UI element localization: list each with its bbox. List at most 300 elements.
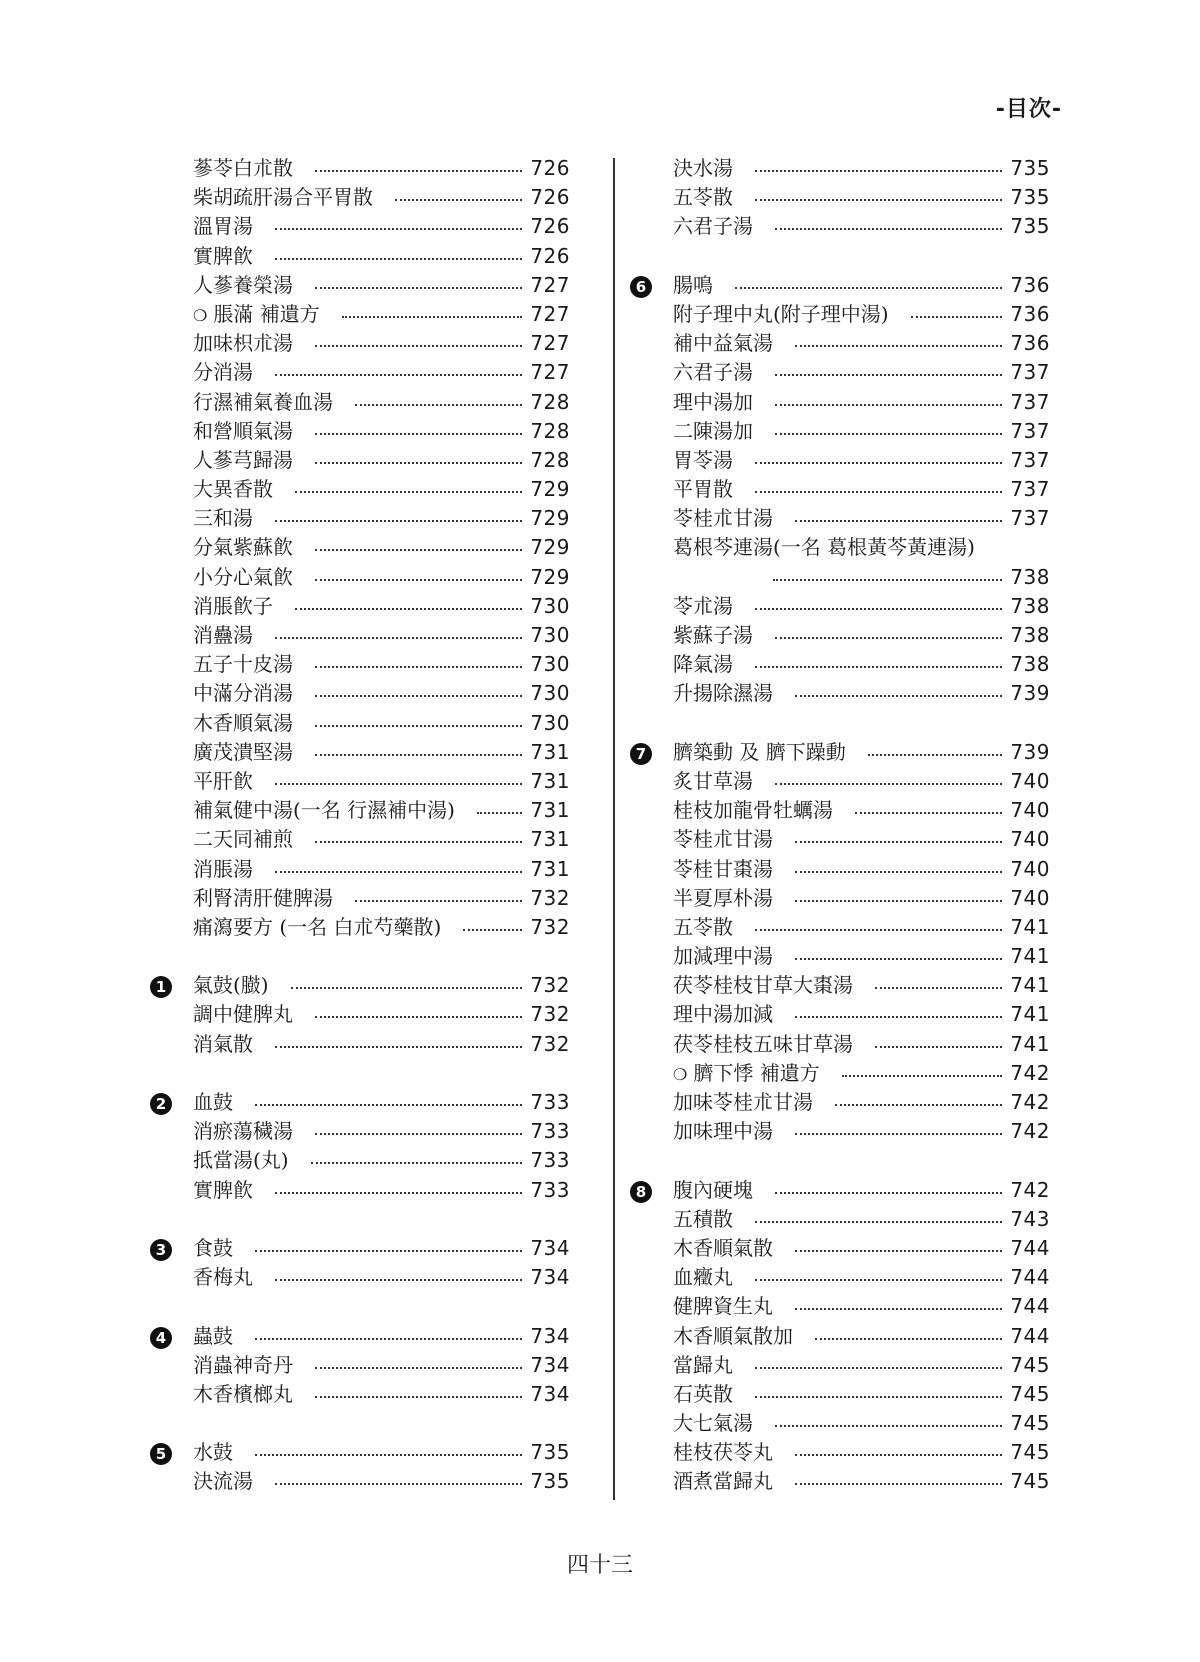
supplement-marker-icon: ❍: [193, 305, 208, 325]
toc-page-number: 730: [530, 681, 570, 706]
toc-entry: [150, 592, 570, 621]
toc-section-heading: [150, 1234, 570, 1263]
toc-entry-title: [193, 300, 320, 330]
toc-entry-text: 食鼓: [193, 1235, 233, 1260]
toc-entry-text: 腸鳴: [673, 272, 713, 297]
toc-entry-text: 蟲鼓: [193, 1323, 233, 1348]
toc-entry: [150, 563, 570, 592]
dot-leader: [315, 1016, 522, 1018]
dot-leader: [868, 754, 1002, 756]
toc-entry-text: 腹內硬塊: [673, 1177, 753, 1202]
toc-page-number: 729: [530, 535, 570, 560]
toc-page-number: 732: [530, 1031, 570, 1056]
section-number-badge: 7: [630, 743, 652, 765]
toc-entry-title: [193, 329, 293, 358]
toc-page-number: 742: [1010, 1119, 1050, 1144]
toc-entry-text: 六君子湯: [673, 214, 753, 239]
toc-page-number: 741: [1010, 1031, 1050, 1056]
toc-entry-title: [673, 417, 753, 446]
toc-entry-text: 血癥丸: [673, 1265, 733, 1290]
toc-page-number: 732: [530, 914, 570, 939]
toc-page-number: 731: [530, 768, 570, 793]
dot-leader: [795, 871, 1002, 873]
dot-leader: [773, 579, 1002, 581]
toc-page-number: 736: [1010, 301, 1050, 326]
toc-right-column: [630, 154, 1050, 1497]
dot-leader: [755, 491, 1002, 493]
dot-leader: [315, 170, 522, 172]
toc-entry-title: [673, 825, 773, 854]
toc-page-number: 741: [1010, 1002, 1050, 1027]
toc-entry: [630, 1380, 1050, 1409]
toc-entry-title: [673, 1263, 733, 1292]
toc-entry: [150, 1351, 570, 1380]
toc-entry-text: 五苓散: [673, 185, 733, 210]
toc-entry-title: [673, 1234, 773, 1263]
toc-page-number: 734: [530, 1381, 570, 1406]
dot-leader: [315, 1396, 522, 1398]
toc-entry-text: 決流湯: [193, 1469, 253, 1494]
dot-leader: [315, 345, 522, 347]
toc-entry: [630, 1234, 1050, 1263]
toc-entry: [150, 913, 570, 942]
toc-entry-title: [673, 1059, 820, 1089]
toc-entry-text: 葛根芩連湯(一名 葛根黃芩黃連湯): [673, 535, 975, 560]
toc-page-number: 737: [1010, 506, 1050, 531]
toc-page-number: 735: [1010, 156, 1050, 180]
toc-entry-text: 人蔘芎歸湯: [193, 447, 293, 472]
toc-entry-text: 柴胡疏肝湯合平胃散: [193, 185, 373, 210]
toc-entry: [150, 1030, 570, 1059]
toc-entry-text: 二天同補煎: [193, 827, 293, 852]
toc-entry-title: [673, 592, 733, 621]
toc-entry: [630, 767, 1050, 796]
dot-leader: [815, 1338, 1002, 1340]
toc-entry: [630, 1322, 1050, 1351]
toc-page-number: 731: [530, 856, 570, 881]
toc-entry-title: [193, 1146, 289, 1175]
dot-leader: [275, 258, 522, 260]
toc-entry-title: [673, 329, 773, 358]
toc-page-number: 734: [530, 1323, 570, 1348]
page-number: 四十三: [566, 1553, 633, 1578]
dot-leader: [795, 1454, 1002, 1456]
toc-page-number: 745: [1010, 1411, 1050, 1436]
section-number-badge: 2: [150, 1093, 172, 1115]
toc-entry: [630, 592, 1050, 621]
toc-entry: [630, 533, 1050, 562]
toc-entry: [150, 1146, 570, 1175]
toc-entry-title: [673, 271, 713, 300]
toc-page-number: 734: [530, 1265, 570, 1290]
toc-entry-text: 抵當湯(丸): [193, 1148, 289, 1173]
toc-entry-title: [193, 563, 293, 592]
toc-entry-title: [193, 679, 293, 708]
toc-entry-title: [193, 271, 293, 300]
toc-entry-title: [193, 212, 253, 241]
toc-entry-text: 酒煮當歸丸: [673, 1469, 773, 1494]
dot-leader: [755, 1221, 1002, 1223]
dot-leader: [291, 987, 522, 989]
toc-entry-text: 紫蘇子湯: [673, 623, 753, 647]
toc-entry-title: [193, 592, 273, 621]
toc-entry-text: 苓桂朮甘湯: [673, 506, 773, 531]
toc-entry-text: 大異香散: [193, 477, 273, 502]
dot-leader: [835, 1104, 1002, 1106]
dot-leader: [255, 1338, 522, 1340]
toc-entry-text: 附子理中丸(附子理中湯): [673, 301, 889, 326]
toc-entry: [630, 971, 1050, 1000]
toc-entry-text: 木香順氣湯: [193, 710, 293, 735]
dot-leader: [775, 637, 1002, 639]
toc-entry-text: 分氣紫蘇飮: [193, 535, 293, 560]
toc-page-number: 743: [1010, 1206, 1050, 1231]
toc-entry: [630, 183, 1050, 212]
dot-leader: [275, 637, 522, 639]
toc-entry-title: [673, 1176, 753, 1205]
toc-entry: [630, 884, 1050, 913]
toc-entry-text: 小分心氣飮: [193, 564, 293, 589]
toc-entry-text: 蔘苓白朮散: [193, 156, 293, 180]
toc-entry-title: [673, 1351, 733, 1380]
toc-page-number: 735: [1010, 214, 1050, 239]
toc-entry-title: [673, 1467, 773, 1496]
dot-leader: [311, 1162, 522, 1164]
toc-entry: [150, 825, 570, 854]
toc-entry: [630, 942, 1050, 971]
toc-entry: [150, 884, 570, 913]
toc-entry-text: 五子十皮湯: [193, 652, 293, 677]
toc-entry: [630, 855, 1050, 884]
dot-leader: [315, 725, 522, 727]
dot-leader: [315, 666, 522, 668]
toc-page-number: 726: [530, 214, 570, 239]
toc-entry-text: 桂枝茯苓丸: [673, 1440, 773, 1465]
toc-page-number: 740: [1010, 768, 1050, 793]
dot-leader: [315, 579, 522, 581]
toc-entry: [150, 1117, 570, 1146]
toc-page-number: 730: [530, 593, 570, 618]
toc-entry: [150, 709, 570, 738]
toc-page-number: 726: [530, 243, 570, 268]
toc-entry: [150, 855, 570, 884]
toc-entry-text: 石英散: [673, 1381, 733, 1406]
toc-entry: [150, 242, 570, 271]
toc-entry-text: 茯苓桂枝甘草大棗湯: [673, 973, 853, 998]
toc-page-number: 745: [1010, 1469, 1050, 1494]
dot-leader: [795, 900, 1002, 902]
toc-entry-text: 痛瀉要方 (一名 白朮芍藥散): [193, 914, 442, 939]
dot-leader: [275, 228, 522, 230]
dot-leader: [755, 608, 1002, 610]
toc-entry-title: [673, 1117, 773, 1146]
toc-entry-text: 理中湯加減: [673, 1002, 773, 1027]
toc-entry-text: 六君子湯: [673, 360, 753, 385]
column-divider: [613, 158, 615, 1500]
toc-entry: [630, 825, 1050, 854]
toc-entry: [630, 504, 1050, 533]
toc-entry-title: [193, 796, 455, 825]
toc-entry-text: 氣鼓(臌): [193, 973, 269, 998]
section-gap: [150, 942, 570, 971]
dot-leader: [875, 1046, 1002, 1048]
toc-entry: [630, 650, 1050, 679]
dot-leader: [775, 374, 1002, 376]
dot-leader: [463, 929, 522, 931]
toc-page-number: 737: [1010, 360, 1050, 385]
toc-entry: [150, 738, 570, 767]
toc-entry-title: [673, 212, 753, 241]
toc-entry-title: [193, 154, 293, 183]
toc-entry-text: 木香檳榔丸: [193, 1381, 293, 1406]
toc-entry-text: 消氣散: [193, 1031, 253, 1056]
toc-entry-text: 加減理中湯: [673, 944, 773, 969]
toc-entry-title: [673, 475, 733, 504]
toc-entry: [630, 679, 1050, 708]
dot-leader: [775, 1192, 1002, 1194]
toc-page-number: 738: [1010, 623, 1050, 647]
toc-entry-text: 消脹湯: [193, 856, 253, 881]
dot-leader: [755, 199, 1002, 201]
toc-page-number: 741: [1010, 973, 1050, 998]
toc-entry: [150, 212, 570, 241]
toc-entry: [150, 504, 570, 533]
toc-page-number: 729: [530, 477, 570, 502]
toc-page-number: 730: [530, 652, 570, 677]
toc-entry: [150, 475, 570, 504]
toc-entry-text: 木香順氣散: [673, 1235, 773, 1260]
dot-leader: [295, 491, 522, 493]
toc-entry: [150, 183, 570, 212]
toc-page-number: 737: [1010, 477, 1050, 502]
toc-entry-text: 分消湯: [193, 360, 253, 385]
dot-leader: [255, 1454, 522, 1456]
toc-entry-title: [193, 650, 293, 679]
toc-entry-title: [193, 446, 293, 475]
toc-entry-text: 加味枳朮湯: [193, 331, 293, 356]
toc-page-number: 742: [1010, 1090, 1050, 1114]
section-number-badge: 5: [150, 1443, 172, 1465]
toc-entry-text: 大七氣湯: [673, 1411, 753, 1436]
toc-entry-text: 木香順氣散加: [673, 1323, 793, 1348]
toc-page-number: 730: [530, 710, 570, 735]
dot-leader: [795, 695, 1002, 697]
toc-page-number: 731: [530, 798, 570, 823]
toc-entry-text: 平肝飮: [193, 768, 253, 793]
toc-entry-text: 脹滿 補遺方: [213, 301, 320, 326]
dot-leader: [795, 1483, 1002, 1485]
toc-entry-title: [673, 1030, 853, 1059]
toc-entry: [630, 1059, 1050, 1088]
toc-entry-text: 半夏厚朴湯: [673, 885, 773, 910]
dot-leader: [795, 1133, 1002, 1135]
toc-page-number: 741: [1010, 944, 1050, 969]
toc-page-number: 733: [530, 1119, 570, 1144]
dot-leader: [315, 549, 522, 551]
toc-entry-text: 苓桂甘棗湯: [673, 856, 773, 881]
toc-page-number: 738: [1010, 564, 1050, 589]
toc-section-heading: [630, 271, 1050, 300]
toc-entry: [630, 796, 1050, 825]
dot-leader: [855, 812, 1002, 814]
toc-entry-title: [193, 1030, 253, 1059]
toc-entry-text: 中滿分消湯: [193, 681, 293, 706]
toc-entry-title: [673, 1205, 733, 1234]
toc-entry-title: [673, 913, 733, 942]
toc-entry-title: [193, 1467, 253, 1496]
toc-entry-text: 消脹飮子: [193, 593, 273, 618]
toc-entry-title: [193, 417, 293, 446]
toc-entry: [630, 1263, 1050, 1292]
toc-entry-text: 加味理中湯: [673, 1119, 773, 1144]
toc-entry-title: [673, 1380, 733, 1409]
section-number-badge: 8: [630, 1181, 652, 1203]
dot-leader: [755, 1279, 1002, 1281]
toc-entry: [150, 388, 570, 417]
toc-page-number: 732: [530, 973, 570, 998]
toc-entry-text: 二陳湯加: [673, 418, 753, 443]
toc-entry: [150, 1263, 570, 1292]
dot-leader: [775, 404, 1002, 406]
toc-page-number: 726: [530, 156, 570, 180]
toc-entry-title: [193, 242, 253, 271]
toc-page-number: 730: [530, 623, 570, 647]
toc-entry-text: 決水湯: [673, 156, 733, 180]
toc-page-number: 740: [1010, 885, 1050, 910]
toc-page-number: 739: [1010, 739, 1050, 764]
dot-leader: [735, 287, 1002, 289]
toc-entry: [150, 358, 570, 387]
toc-entry-title: [673, 183, 733, 212]
toc-entry: [150, 1467, 570, 1496]
toc-entry-title: [673, 884, 773, 913]
toc-entry-title: [193, 183, 373, 212]
toc-page-number: 736: [1010, 331, 1050, 356]
toc-page-number: 729: [530, 564, 570, 589]
dot-leader: [775, 783, 1002, 785]
toc-entry: [150, 154, 570, 183]
toc-entry-text: 茯苓桂枝五味甘草湯: [673, 1031, 853, 1056]
toc-entry: [630, 1205, 1050, 1234]
toc-entry-text: 人蔘養榮湯: [193, 272, 293, 297]
toc-entry-text: 降氣湯: [673, 652, 733, 677]
toc-page-number: 732: [530, 885, 570, 910]
toc-entry-title: [673, 1438, 773, 1467]
dot-leader: [275, 1279, 522, 1281]
toc-entry-title: [673, 504, 773, 533]
dot-leader: [755, 170, 1002, 172]
dot-leader: [842, 1075, 1002, 1077]
toc-page-number: 735: [1010, 185, 1050, 210]
toc-page-number: 744: [1010, 1265, 1050, 1290]
dot-leader: [275, 871, 522, 873]
toc-entry: [630, 1467, 1050, 1496]
toc-page-number: 739: [1010, 681, 1050, 706]
toc-entry-text: 消瘀蕩穢湯: [193, 1119, 293, 1144]
toc-entry-text: 胃苓湯: [673, 447, 733, 472]
toc-entry-text: 消蠱湯: [193, 623, 253, 647]
section-gap: [150, 1059, 570, 1088]
dot-leader: [275, 783, 522, 785]
toc-section-heading: [150, 1322, 570, 1351]
toc-entry-title: [673, 767, 753, 796]
section-gap: [150, 1205, 570, 1234]
dot-leader: [342, 316, 522, 318]
toc-section-heading: [630, 738, 1050, 767]
toc-entry-title: [193, 1380, 293, 1409]
toc-page-number: 727: [530, 272, 570, 297]
dot-leader: [755, 462, 1002, 464]
toc-entry: [630, 1117, 1050, 1146]
toc-entry: [630, 621, 1050, 650]
toc-entry: [630, 1292, 1050, 1321]
toc-entry-title: [673, 1292, 773, 1321]
toc-page-number: 727: [530, 360, 570, 385]
toc-page-number: 744: [1010, 1235, 1050, 1260]
toc-page-number: 745: [1010, 1440, 1050, 1465]
toc-entry: [630, 1438, 1050, 1467]
dot-leader: [477, 812, 522, 814]
dot-leader: [275, 1046, 522, 1048]
toc-entry-text: 臍築動 及 臍下躁動: [673, 739, 846, 764]
dot-leader: [795, 958, 1002, 960]
toc-entry-title: [673, 1322, 793, 1351]
toc-page-number: 727: [530, 331, 570, 356]
toc-entry: [630, 1351, 1050, 1380]
toc-entry: [150, 533, 570, 562]
toc-entry-text: 補中益氣湯: [673, 331, 773, 356]
toc-entry-title: [673, 796, 833, 825]
dot-leader: [355, 404, 522, 406]
toc-page-number: 738: [1010, 593, 1050, 618]
toc-entry-text: 血鼓: [193, 1090, 233, 1114]
toc-entry: [630, 913, 1050, 942]
dot-leader: [315, 287, 522, 289]
toc-page-number: 742: [1010, 1060, 1050, 1085]
dot-leader: [315, 1133, 522, 1135]
dot-leader: [775, 228, 1002, 230]
toc-entry-title: [193, 475, 273, 504]
toc-page-number: 734: [530, 1235, 570, 1260]
toc-entry-text: 加味苓桂朮甘湯: [673, 1090, 813, 1114]
dot-leader: [395, 199, 522, 201]
toc-entry: [630, 329, 1050, 358]
toc-section-heading: [150, 971, 570, 1000]
toc-entry-title: [193, 1263, 253, 1292]
toc-entry-text: 補氣健中湯(一名 行濕補中湯): [193, 798, 455, 823]
dot-leader: [275, 1483, 522, 1485]
toc-page-number: 737: [1010, 418, 1050, 443]
dot-leader: [875, 987, 1002, 989]
toc-entry-title: [193, 1176, 253, 1205]
toc-entry: [150, 446, 570, 475]
toc-page-number: 736: [1010, 272, 1050, 297]
toc-left-column: [150, 154, 570, 1497]
toc-entry: [630, 417, 1050, 446]
toc-entry: [630, 1088, 1050, 1117]
toc-page-number: 737: [1010, 447, 1050, 472]
dot-leader: [315, 462, 522, 464]
toc-entry-title: [193, 855, 253, 884]
supplement-marker-icon: ❍: [673, 1064, 688, 1084]
dot-leader: [795, 841, 1002, 843]
toc-page-number: 738: [1010, 652, 1050, 677]
dot-leader: [755, 666, 1002, 668]
toc-entry-title: [193, 738, 293, 767]
toc-entry: [150, 329, 570, 358]
toc-page-number: 728: [530, 447, 570, 472]
toc-entry-title: [193, 1438, 233, 1467]
